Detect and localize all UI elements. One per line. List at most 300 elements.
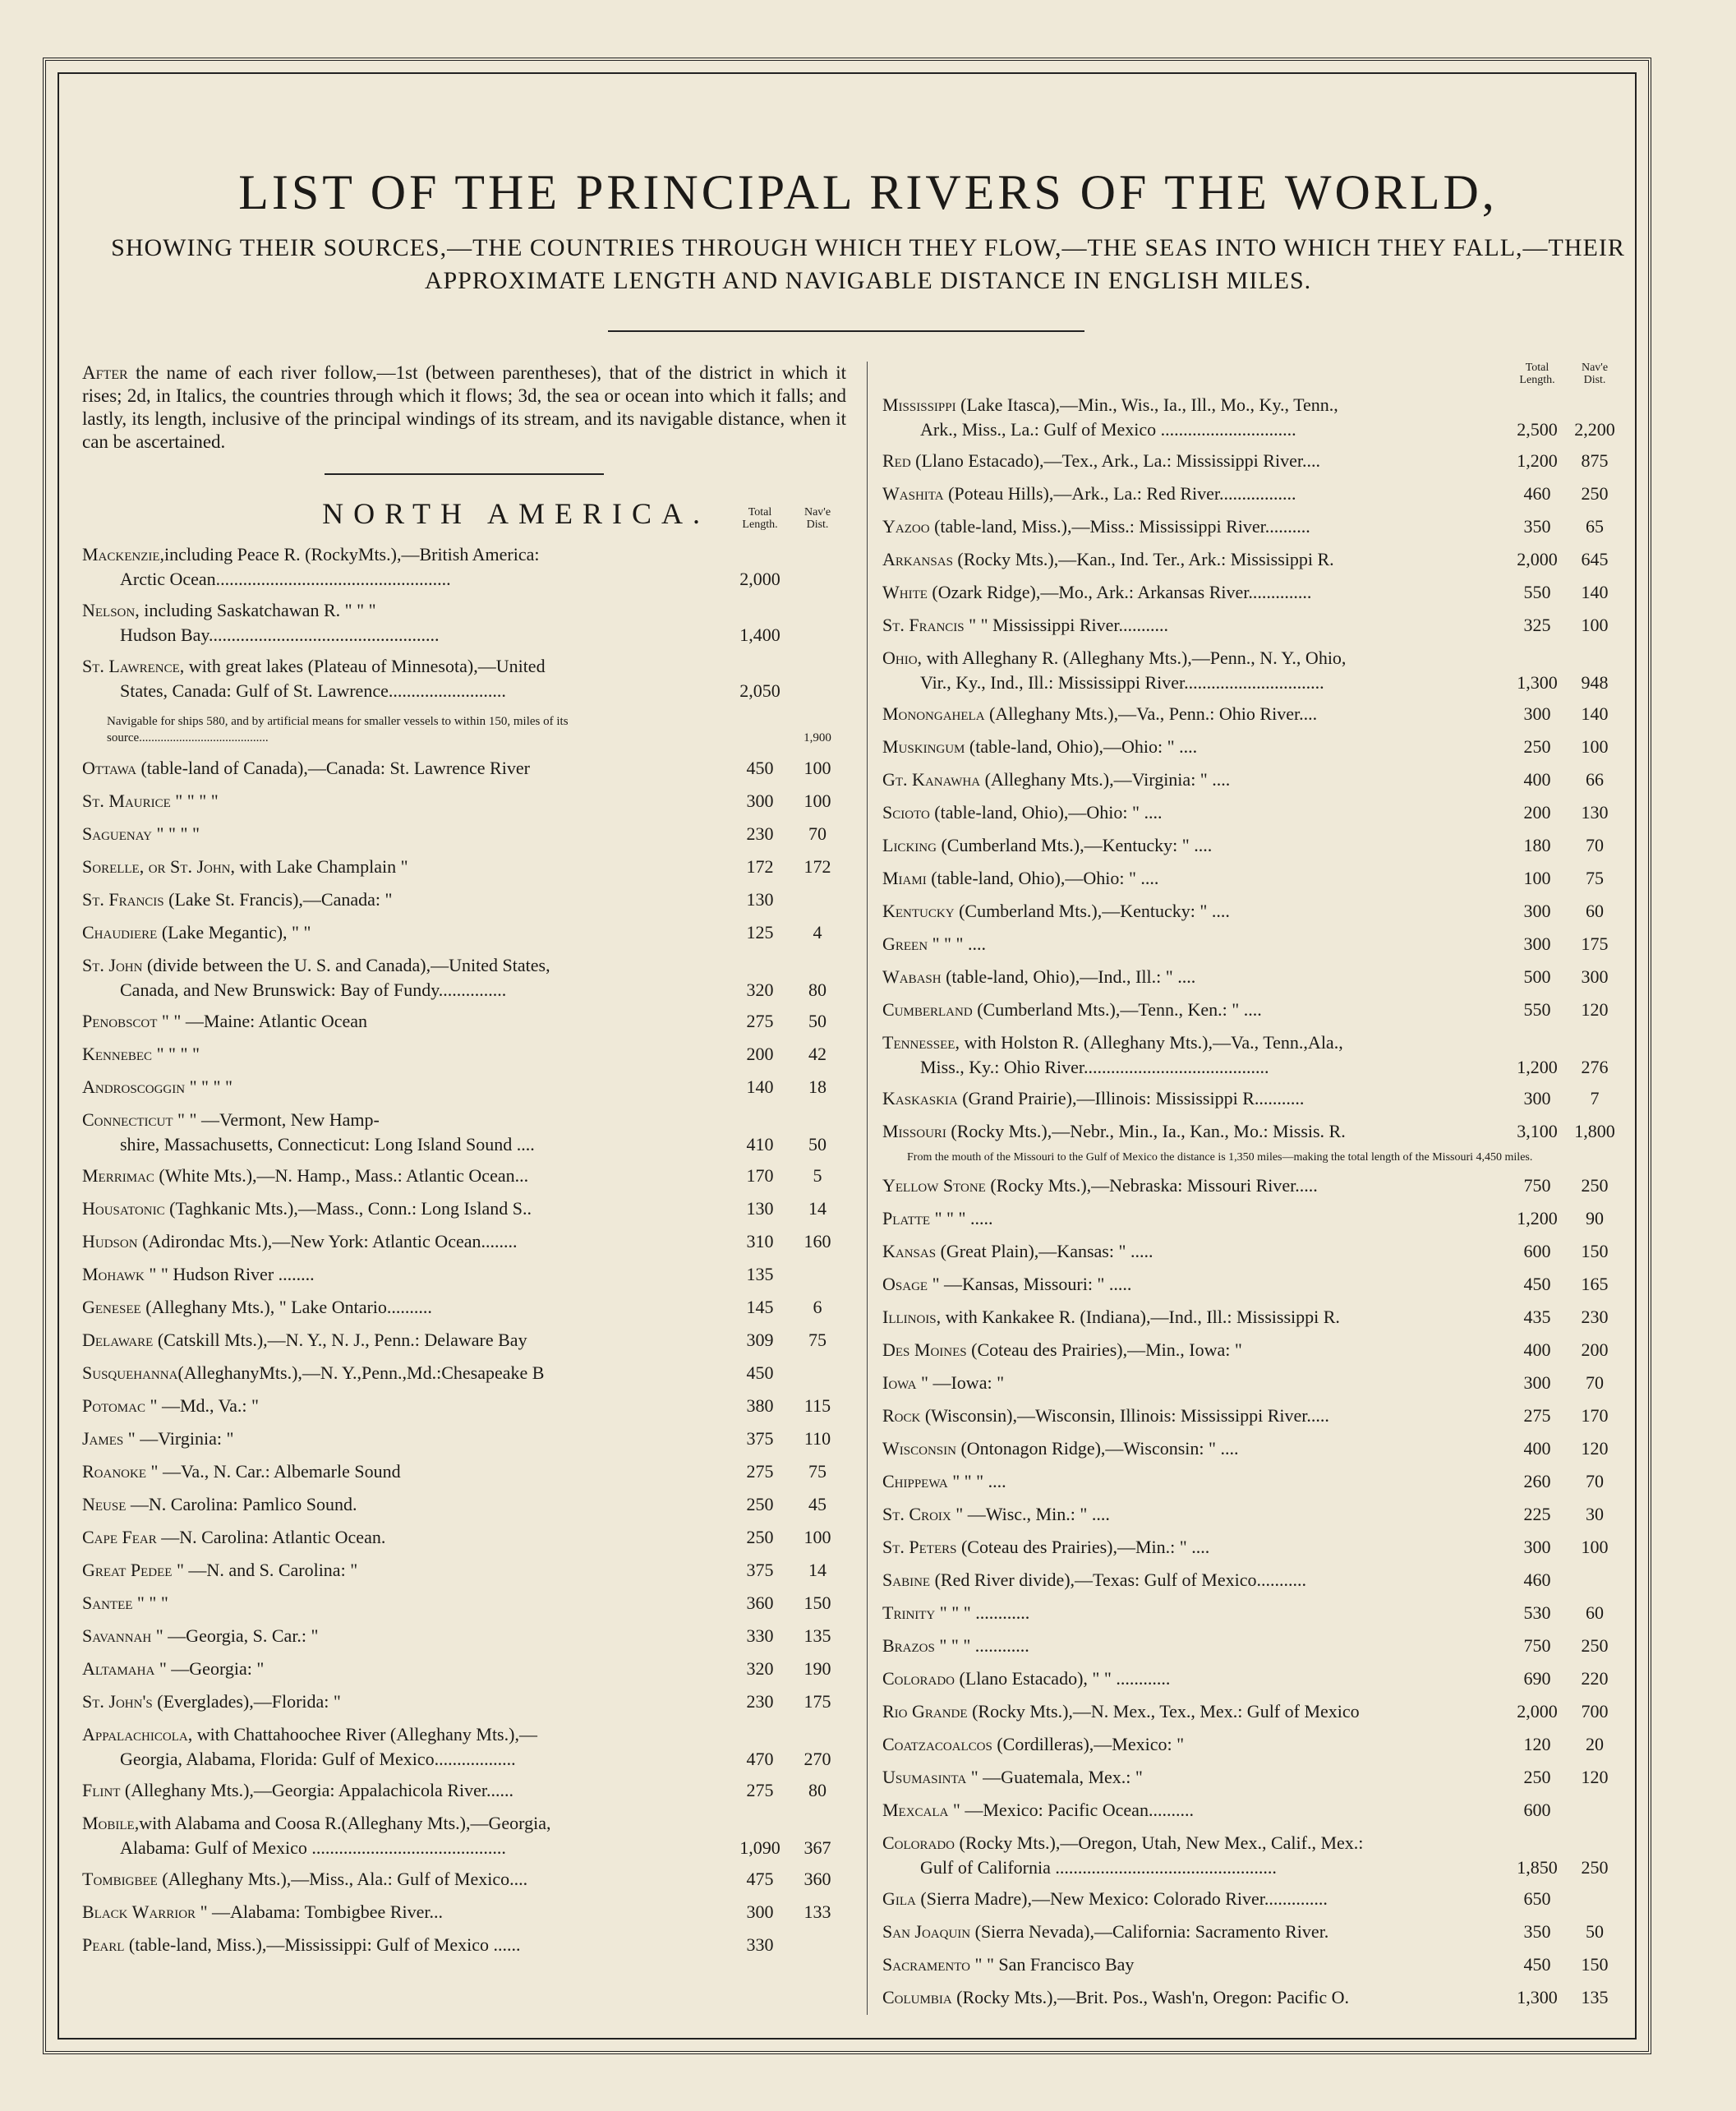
total-length: 300 <box>1523 703 1551 724</box>
total-length: 320 <box>746 979 774 1000</box>
river-name: Colorado <box>882 1832 955 1853</box>
river-description-line <box>82 1394 731 1417</box>
river-description-line1 <box>82 1108 846 1132</box>
river-description: " " " " <box>152 823 200 844</box>
river-description: (Lake Itasca),—Min., Wis., Ia., Ill., Mo., Ky., Tenn., <box>955 394 1338 415</box>
river-row <box>82 1259 846 1292</box>
navigable-distance: 150 <box>804 1592 831 1613</box>
river-description: " —Va., N. Car.: Albemarle Sound <box>146 1461 401 1482</box>
river-row <box>882 445 1623 478</box>
river-description-continued: Vir., Ky., Ind., Ill.: Mississippi River............................... <box>920 672 1324 693</box>
total-length: 1,200 <box>1517 450 1558 471</box>
river-description: (Alleghany Mts.),—Miss., Ala.: Gulf of Mexico.... <box>157 1869 528 1889</box>
total-header-line1: Total <box>748 506 772 519</box>
river-description: (Rocky Mts.),—Nebraska: Missouri River..... <box>985 1175 1318 1196</box>
river-description-continued: Gulf of California ................................................. <box>920 1857 1277 1878</box>
river-description: " " " ............ <box>935 1602 1030 1623</box>
river-row <box>882 1116 1623 1149</box>
river-row <box>882 1795 1623 1828</box>
river-description: (Alleghany Mts.),—Va., Penn.: Ohio River.... <box>984 703 1318 724</box>
river-description: (Great Plain),—Kansas: " ..... <box>936 1241 1153 1261</box>
river-description-continued: Canada, and New Brunswick: Bay of Fundy............... <box>120 979 507 1000</box>
total-length: 400 <box>1523 1438 1551 1459</box>
river-description-line <box>882 1601 1508 1625</box>
river-description: " —Md., Va.: " <box>145 1395 259 1416</box>
navigable-distance: 100 <box>1581 615 1609 635</box>
right-nav-header-line2: Dist. <box>1583 374 1606 386</box>
total-length: 550 <box>1523 582 1551 602</box>
right-column-headers <box>882 362 1623 386</box>
total-length: 120 <box>1523 1734 1551 1754</box>
river-name: Trinity <box>882 1602 936 1623</box>
river-row <box>882 929 1623 961</box>
river-name: Tombigbee <box>82 1869 158 1889</box>
total-length: 230 <box>746 1691 774 1712</box>
total-length: 130 <box>746 889 774 910</box>
total-length: 350 <box>1523 516 1551 537</box>
river-description: " " San Francisco Bay <box>969 1954 1135 1975</box>
river-row <box>82 1555 846 1588</box>
total-length: 330 <box>746 1625 774 1646</box>
river-description: (Cumberland Mts.),—Kentucky: " .... <box>954 901 1230 921</box>
navigable-distance: 948 <box>1581 672 1609 693</box>
navigable-distance: 160 <box>804 1231 831 1251</box>
region-header <box>82 496 846 531</box>
footnote-row <box>82 713 846 746</box>
river-description: " —Wisc., Min.: " .... <box>951 1504 1110 1524</box>
river-description: (Lake St. Francis),—Canada: " <box>163 889 393 910</box>
river-name: Arkansas <box>882 549 953 569</box>
navigable-distance: 18 <box>808 1076 827 1097</box>
total-length: 125 <box>746 922 774 943</box>
river-name: Mississippi <box>882 394 956 415</box>
river-row <box>82 1897 846 1929</box>
river-row <box>882 1269 1623 1302</box>
river-row <box>82 1929 846 1962</box>
total-length: 130 <box>746 1198 774 1219</box>
river-description: " —Virginia: " <box>123 1428 234 1449</box>
river-description-line1 <box>82 953 846 978</box>
river-row <box>882 830 1623 863</box>
navigable-distance: 14 <box>808 1560 827 1580</box>
river-description-line <box>882 1119 1508 1143</box>
river-description-line <box>82 1328 731 1352</box>
river-description-line <box>82 1164 731 1187</box>
river-description-line <box>82 1459 731 1483</box>
river-description-line <box>82 1229 731 1253</box>
river-description: with Alabama and Coosa R.(Alleghany Mts.),—Georgia, <box>139 1813 551 1833</box>
navigable-distance: 75 <box>808 1461 827 1482</box>
river-description-line <box>882 965 1508 989</box>
river-name: Great Pedee <box>82 1560 173 1580</box>
river-description-line1 <box>82 1722 846 1747</box>
river-description: (Wisconsin),—Wisconsin, Illinois: Mississippi River..... <box>920 1405 1329 1426</box>
river-description-line2 <box>882 1055 1623 1083</box>
river-row <box>882 478 1623 511</box>
river-name: St. John <box>82 955 143 975</box>
river-name: Iowa <box>882 1372 917 1393</box>
right-column <box>867 362 1623 2015</box>
river-row <box>882 544 1623 577</box>
river-description-line <box>882 1798 1508 1822</box>
river-description-line <box>82 1689 731 1713</box>
river-description: " " —Vermont, New Hamp- <box>173 1109 380 1130</box>
river-name: Coatzacoalcos <box>882 1734 992 1754</box>
total-length: 145 <box>746 1297 774 1317</box>
total-length: 200 <box>1523 802 1551 823</box>
river-description: (AlleghanyMts.),—N. Y.,Penn.,Md.:Chesapeake B <box>177 1362 545 1383</box>
river-description: (Sierra Madre),—New Mexico: Colorado River.............. <box>915 1888 1328 1909</box>
total-length: 1,300 <box>1517 672 1558 693</box>
river-row <box>882 1949 1623 1982</box>
river-row <box>82 786 846 818</box>
total-length: 400 <box>1523 769 1551 790</box>
total-length: 350 <box>1523 1921 1551 1942</box>
navigable-distance: 100 <box>1581 1537 1609 1557</box>
river-description-line <box>82 1657 731 1680</box>
navigable-distance: 115 <box>804 1395 831 1416</box>
total-length: 300 <box>746 790 774 811</box>
river-name: Kansas <box>882 1241 937 1261</box>
total-length: 400 <box>1523 1339 1551 1360</box>
navigable-distance: 135 <box>804 1625 831 1646</box>
navigable-distance: 66 <box>1586 769 1604 790</box>
total-length: 275 <box>1523 1405 1551 1426</box>
total-length: 460 <box>1523 1569 1551 1590</box>
navigable-distance: 70 <box>1586 1471 1604 1491</box>
total-length: 375 <box>746 1428 774 1449</box>
navigable-distance: 60 <box>1586 901 1604 921</box>
total-length: 300 <box>1523 1537 1551 1557</box>
river-row <box>882 1696 1623 1729</box>
river-description-line <box>82 1933 731 1957</box>
river-name: James <box>82 1428 124 1449</box>
river-name: Rock <box>882 1405 921 1426</box>
river-description: (table-land, Ohio),—Ohio: " .... <box>929 802 1163 823</box>
navigable-distance: 230 <box>1581 1307 1609 1327</box>
navigable-distance: 130 <box>1581 802 1609 823</box>
river-description: (Ontonagon Ridge),—Wisconsin: " .... <box>955 1438 1239 1459</box>
navigable-distance: 110 <box>804 1428 831 1449</box>
navigable-distance: 14 <box>808 1198 827 1219</box>
total-length: 530 <box>1523 1602 1551 1623</box>
river-description-line <box>882 514 1508 538</box>
river-name: Roanoke <box>82 1461 146 1482</box>
river-name: Gila <box>882 1888 916 1909</box>
river-description-line <box>82 855 731 878</box>
navigable-distance: 50 <box>808 1011 827 1031</box>
total-length: 230 <box>746 823 774 844</box>
river-description-line <box>82 1778 731 1802</box>
river-name: St. Croix <box>882 1504 951 1524</box>
river-row <box>82 1653 846 1686</box>
river-description-line <box>82 756 731 780</box>
river-description: (Cumberland Mts.),—Tenn., Ken.: " .... <box>972 999 1262 1020</box>
river-description-continued: Alabama: Gulf of Mexico ........................................... <box>120 1837 506 1858</box>
river-description-line <box>82 1624 731 1648</box>
footnote-text: From the mouth of the Missouri to the Gulf of Mexico the distance is 1,350 miles—making the total length of the Missouri 4,450 miles. <box>907 1151 1533 1164</box>
river-name: Pearl <box>82 1934 125 1955</box>
river-name: Nelson, <box>82 600 140 620</box>
river-description: " —Georgia, S. Car.: " <box>151 1625 319 1646</box>
river-description: " —Kansas, Missouri: " ..... <box>928 1274 1132 1294</box>
total-length: 2,000 <box>739 569 781 589</box>
river-description: (Rocky Mts.),—Kan., Ind. Ter., Ark.: Mississippi R. <box>952 549 1334 569</box>
river-description: (table-land, Miss.),—Mississippi: Gulf of Mexico ...... <box>124 1934 521 1955</box>
river-name: Santee <box>82 1592 133 1613</box>
total-length: 360 <box>746 1592 774 1613</box>
river-description: (Everglades),—Florida: " <box>152 1691 341 1712</box>
river-name: Neuse <box>82 1494 127 1514</box>
river-description-line1 <box>882 1030 1623 1055</box>
river-row <box>82 1390 846 1423</box>
river-name: Housatonic <box>82 1198 165 1219</box>
river-row <box>882 1883 1623 1916</box>
river-row <box>882 1729 1623 1762</box>
navigable-distance: 250 <box>1581 1857 1609 1878</box>
right-nav-header-line1: Nav'e <box>1581 362 1609 374</box>
total-length: 250 <box>1523 736 1551 757</box>
river-name: Sabine <box>882 1569 931 1590</box>
navigable-distance: 80 <box>808 979 827 1000</box>
river-description-line <box>882 702 1508 726</box>
river-row <box>882 1630 1623 1663</box>
river-name: Chaudiere <box>82 922 158 943</box>
total-length: 2,000 <box>1517 549 1558 569</box>
river-row <box>882 1083 1623 1116</box>
total-length: 225 <box>1523 1504 1551 1524</box>
river-description-line1 <box>882 393 1623 417</box>
river-description: with Lake Champlain " <box>235 856 408 877</box>
river-row <box>82 1864 846 1897</box>
total-length: 2,050 <box>739 680 781 701</box>
total-length: 300 <box>1523 1372 1551 1393</box>
river-name: St. Peters <box>882 1537 957 1557</box>
navigable-distance: 6 <box>813 1297 822 1317</box>
river-name: Appalachicola, <box>82 1724 193 1745</box>
right-total-header-line1: Total <box>1525 362 1550 374</box>
river-row <box>82 1588 846 1620</box>
river-row <box>82 1006 846 1039</box>
navigable-distance <box>789 623 846 651</box>
navigable-distance: 270 <box>804 1749 831 1769</box>
river-row <box>882 1236 1623 1269</box>
total-length: 260 <box>1523 1471 1551 1491</box>
river-description-line1 <box>82 598 846 623</box>
river-description-line2 <box>882 671 1623 698</box>
navigable-distance: 175 <box>804 1691 831 1712</box>
river-description-line <box>882 1371 1508 1394</box>
river-row <box>882 1663 1623 1696</box>
river-name: Flint <box>82 1780 121 1800</box>
navigable-distance: 1,800 <box>1574 1121 1615 1141</box>
river-description-line <box>82 1558 731 1582</box>
river-name: Ottawa <box>82 758 136 778</box>
river-row <box>882 698 1623 731</box>
river-name: Red <box>882 450 911 471</box>
navigable-distance: 75 <box>1586 868 1604 888</box>
intro-paragraph <box>82 362 846 454</box>
river-name: Sacramento <box>882 1954 970 1975</box>
river-description: (Poteau Hills),—Ark., La.: Red River................. <box>943 483 1296 504</box>
navigable-distance: 100 <box>804 790 831 811</box>
total-length: 3,100 <box>1517 1121 1558 1141</box>
total-length: 380 <box>746 1395 774 1416</box>
total-length: 250 <box>746 1494 774 1514</box>
river-description-line <box>882 580 1508 604</box>
river-description-line1 <box>82 1811 846 1836</box>
river-description: (Alleghany Mts.),—Virginia: " .... <box>980 769 1231 790</box>
river-name: Osage <box>882 1274 928 1294</box>
river-row <box>882 1466 1623 1499</box>
river-name: Columbia <box>882 1987 952 2007</box>
river-description-line2 <box>82 1132 846 1160</box>
river-row <box>882 389 1623 445</box>
navigable-distance: 165 <box>1581 1274 1609 1294</box>
river-name: Gt. Kanawha <box>882 769 981 790</box>
river-row <box>82 917 846 950</box>
total-length: 750 <box>1523 1635 1551 1656</box>
river-description-line <box>882 613 1508 637</box>
mississippi-and-west-river-list <box>882 389 1623 2015</box>
river-row <box>82 1686 846 1719</box>
river-description-line <box>882 1952 1508 1976</box>
river-name: Scioto <box>882 802 930 823</box>
total-length: 650 <box>1523 1888 1551 1909</box>
navigable-distance: 120 <box>1581 999 1609 1020</box>
river-row <box>82 1039 846 1072</box>
navigable-distance: 100 <box>804 1527 831 1547</box>
river-description: " —Guatemala, Mex.: " <box>966 1767 1143 1787</box>
navigable-distance: 133 <box>804 1901 831 1922</box>
river-description: " " Mississippi River........... <box>964 615 1169 635</box>
river-name: Savannah <box>82 1625 152 1646</box>
total-length: 460 <box>1523 483 1551 504</box>
total-length: 410 <box>746 1134 774 1155</box>
total-length: 275 <box>746 1461 774 1482</box>
river-description: " —N. and S. Carolina: " <box>172 1560 358 1580</box>
navigable-distance: 70 <box>808 823 827 844</box>
navigable-distance: 140 <box>1581 582 1609 602</box>
river-row <box>882 577 1623 610</box>
river-name: Colorado <box>882 1668 955 1689</box>
intro-divider <box>325 473 604 475</box>
river-name: St. Francis <box>882 615 965 635</box>
river-name: Genesee <box>82 1297 141 1317</box>
river-name: White <box>882 582 928 602</box>
river-row <box>82 1292 846 1325</box>
river-row <box>82 851 846 884</box>
river-description: (Ozark Ridge),—Mo., Ark.: Arkansas River.............. <box>927 582 1312 602</box>
river-description: (Cordilleras),—Mexico: " <box>992 1734 1185 1754</box>
total-length: 550 <box>1523 999 1551 1020</box>
river-description-line <box>882 735 1508 758</box>
total-length: 180 <box>1523 835 1551 855</box>
river-description: " —Mexico: Pacific Ocean.......... <box>948 1800 1194 1820</box>
page-title: LIST OF THE PRINCIPAL RIVERS OF THE WORLD, <box>238 165 1498 219</box>
river-row <box>882 961 1623 994</box>
river-name: Sorelle, or St. John, <box>82 856 236 877</box>
river-description-line <box>82 1427 731 1450</box>
river-description: (Sierra Nevada),—California: Sacramento River. <box>970 1921 1329 1942</box>
river-name: Kennebec <box>82 1044 153 1064</box>
river-name: St. Lawrence, <box>82 656 185 676</box>
river-description-line <box>882 1887 1508 1911</box>
river-row <box>82 1357 846 1390</box>
navigable-distance: 50 <box>808 1134 827 1155</box>
river-description-line <box>82 1295 731 1319</box>
total-length: 375 <box>746 1560 774 1580</box>
river-description-line <box>882 1239 1508 1263</box>
navigable-distance: 100 <box>1581 736 1609 757</box>
river-description-line2 <box>82 679 846 707</box>
river-name: Mobile, <box>82 1813 140 1833</box>
river-description: (table-land, Miss.),—Miss.: Mississippi River.......... <box>929 516 1310 537</box>
river-description-line <box>882 1502 1508 1526</box>
title-divider <box>608 330 1084 332</box>
river-row <box>82 1775 846 1808</box>
river-description-continued: Arctic Ocean.................................................... <box>120 569 451 589</box>
navigable-distance: 140 <box>1581 703 1609 724</box>
navigable-distance: 65 <box>1586 516 1604 537</box>
river-name: Yazoo <box>882 516 930 537</box>
total-length: 470 <box>746 1749 774 1769</box>
total-length: 140 <box>746 1076 774 1097</box>
river-row <box>82 1808 846 1864</box>
total-length: 1,850 <box>1517 1857 1558 1878</box>
intro-lead: After <box>82 362 128 383</box>
river-name: St. Maurice <box>82 790 171 811</box>
river-description-continued: shire, Massachusetts, Connecticut: Long Island Sound .... <box>120 1134 535 1155</box>
river-description-line <box>82 1525 731 1549</box>
river-name: Rio Grande <box>882 1701 968 1722</box>
river-description-line <box>882 1272 1508 1296</box>
river-description-line2 <box>82 567 846 595</box>
river-row <box>82 1489 846 1522</box>
river-row <box>82 1423 846 1456</box>
total-length: 750 <box>1523 1175 1551 1196</box>
river-row <box>882 1027 1623 1083</box>
river-row <box>882 1916 1623 1949</box>
navigable-distance: 170 <box>1581 1405 1609 1426</box>
river-name: Cumberland <box>882 999 973 1020</box>
river-row <box>882 610 1623 643</box>
navigable-distance: 1,900 <box>804 731 831 744</box>
river-row <box>82 884 846 917</box>
total-length: 275 <box>746 1011 774 1031</box>
river-row <box>82 1620 846 1653</box>
navigable-distance: 90 <box>1586 1208 1604 1228</box>
river-description: (Rocky Mts.),—N. Mex., Tex., Mex.: Gulf of Mexico <box>967 1701 1360 1722</box>
total-length: 275 <box>746 1780 774 1800</box>
river-description-line <box>82 1042 731 1066</box>
river-row <box>882 643 1623 698</box>
river-description: (Adirondac Mts.),—New York: Atlantic Ocean........ <box>137 1231 518 1251</box>
river-description-line2 <box>82 1747 846 1775</box>
navigable-distance: 5 <box>813 1165 822 1186</box>
river-row <box>882 1565 1623 1597</box>
total-length: 172 <box>746 856 774 877</box>
total-length: 200 <box>746 1044 774 1064</box>
river-name: Hudson <box>82 1231 138 1251</box>
navigable-distance: 250 <box>1581 483 1609 504</box>
river-description: " " " .... <box>947 1471 1006 1491</box>
river-row <box>82 1160 846 1193</box>
river-description-line2 <box>82 978 846 1006</box>
river-description-line1 <box>82 542 846 567</box>
navigable-distance: 42 <box>808 1044 827 1064</box>
navigable-distance: 60 <box>1586 1602 1604 1623</box>
